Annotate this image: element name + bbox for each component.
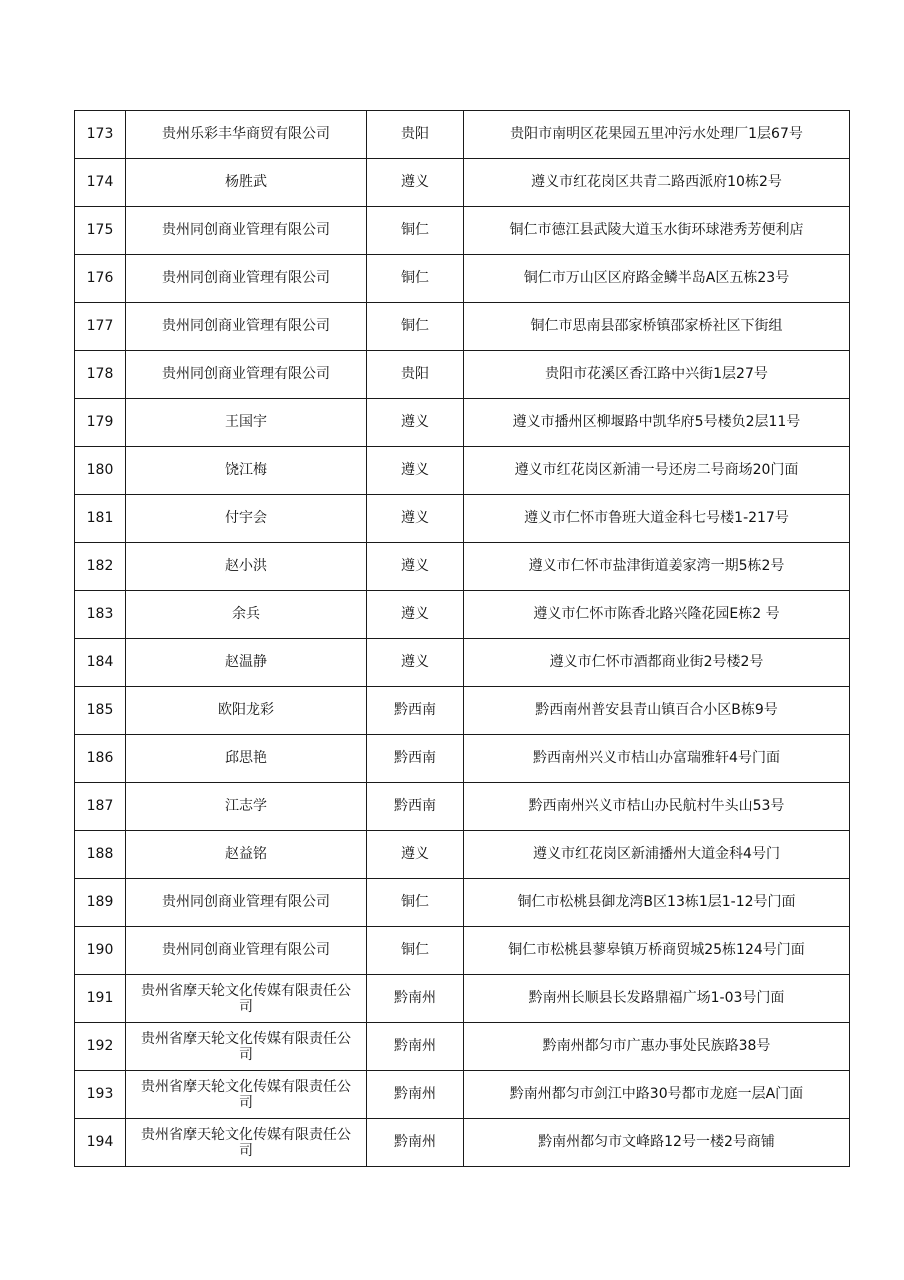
table-row	[75, 735, 850, 783]
outlet-city: 贵阳	[367, 111, 464, 159]
row-number: 184	[75, 639, 126, 687]
outlet-address: 遵义市播州区柳堰路中凯华府5号楼负2层11号	[464, 399, 850, 447]
outlet-city: 黔南州	[367, 1119, 464, 1167]
outlet-city: 铜仁	[367, 207, 464, 255]
table-row	[75, 1119, 850, 1167]
row-number: 191	[75, 975, 126, 1023]
outlet-address: 黔西南州兴义市桔山办民航村牛头山53号	[464, 783, 850, 831]
table-row	[75, 783, 850, 831]
outlet-address: 遵义市仁怀市鲁班大道金科七号楼1-217号	[464, 495, 850, 543]
outlet-owner: 邱思艳	[126, 735, 367, 783]
outlet-owner: 贵州同创商业管理有限公司	[126, 207, 367, 255]
row-number: 190	[75, 927, 126, 975]
table-row	[75, 591, 850, 639]
outlet-owner: 赵温静	[126, 639, 367, 687]
row-number: 186	[75, 735, 126, 783]
outlet-owner: 饶江梅	[126, 447, 367, 495]
row-number: 183	[75, 591, 126, 639]
table-row	[75, 399, 850, 447]
outlet-address: 遵义市红花岗区新浦一号还房二号商场20门面	[464, 447, 850, 495]
outlet-city: 黔西南	[367, 783, 464, 831]
outlet-address: 遵义市仁怀市酒都商业街2号楼2号	[464, 639, 850, 687]
outlet-owner: 付宇会	[126, 495, 367, 543]
outlet-address: 铜仁市松桃县御龙湾B区13栋1层1-12号门面	[464, 879, 850, 927]
table-row	[75, 495, 850, 543]
outlet-owner: 余兵	[126, 591, 367, 639]
outlet-city: 黔南州	[367, 1071, 464, 1119]
table-row	[75, 447, 850, 495]
outlet-address: 贵阳市花溪区香江路中兴街1层27号	[464, 351, 850, 399]
table-row	[75, 207, 850, 255]
outlet-city: 贵阳	[367, 351, 464, 399]
outlet-address: 遵义市红花岗区新浦播州大道金科4号门	[464, 831, 850, 879]
outlet-city: 遵义	[367, 831, 464, 879]
row-number: 185	[75, 687, 126, 735]
table-row	[75, 351, 850, 399]
outlet-address: 黔南州都匀市文峰路12号一楼2号商铺	[464, 1119, 850, 1167]
outlet-address: 遵义市仁怀市陈香北路兴隆花园E栋2 号	[464, 591, 850, 639]
outlet-city: 黔南州	[367, 1023, 464, 1071]
row-number: 188	[75, 831, 126, 879]
outlet-owner: 贵州省摩天轮文化传媒有限责任公司	[126, 975, 367, 1023]
outlet-owner: 贵州同创商业管理有限公司	[126, 927, 367, 975]
outlet-address: 铜仁市德江县武陵大道玉水街环球港秀芳便利店	[464, 207, 850, 255]
outlet-address: 黔南州长顺县长发路鼎福广场1-03号门面	[464, 975, 850, 1023]
outlet-city: 遵义	[367, 159, 464, 207]
row-number: 180	[75, 447, 126, 495]
row-number: 192	[75, 1023, 126, 1071]
row-number: 179	[75, 399, 126, 447]
table-row	[75, 687, 850, 735]
outlet-city: 黔西南	[367, 687, 464, 735]
outlet-owner: 贵州同创商业管理有限公司	[126, 879, 367, 927]
outlet-owner: 欧阳龙彩	[126, 687, 367, 735]
row-number: 181	[75, 495, 126, 543]
table-row	[75, 639, 850, 687]
row-number: 189	[75, 879, 126, 927]
row-number: 176	[75, 255, 126, 303]
table-row	[75, 303, 850, 351]
outlet-city: 铜仁	[367, 927, 464, 975]
outlet-address: 黔南州都匀市剑江中路30号都市龙庭一层A门面	[464, 1071, 850, 1119]
row-number: 194	[75, 1119, 126, 1167]
outlet-table-body	[75, 111, 850, 1167]
row-number: 187	[75, 783, 126, 831]
outlet-address: 黔南州都匀市广惠办事处民族路38号	[464, 1023, 850, 1071]
outlet-city: 黔南州	[367, 975, 464, 1023]
outlet-owner: 赵益铭	[126, 831, 367, 879]
outlet-owner: 贵州同创商业管理有限公司	[126, 255, 367, 303]
row-number: 177	[75, 303, 126, 351]
outlet-city: 铜仁	[367, 879, 464, 927]
row-number: 193	[75, 1071, 126, 1119]
outlet-address: 黔西南州兴义市桔山办富瑞雅轩4号门面	[464, 735, 850, 783]
outlet-city: 铜仁	[367, 255, 464, 303]
table-row	[75, 1023, 850, 1071]
outlet-address: 黔西南州普安县青山镇百合小区B栋9号	[464, 687, 850, 735]
table-row	[75, 255, 850, 303]
table-row	[75, 1071, 850, 1119]
outlet-owner: 江志学	[126, 783, 367, 831]
outlet-owner: 贵州省摩天轮文化传媒有限责任公司	[126, 1071, 367, 1119]
table-row	[75, 831, 850, 879]
outlet-address: 遵义市仁怀市盐津街道姜家湾一期5栋2号	[464, 543, 850, 591]
outlet-address: 铜仁市思南县邵家桥镇邵家桥社区下街组	[464, 303, 850, 351]
outlet-city: 遵义	[367, 639, 464, 687]
outlet-city: 遵义	[367, 543, 464, 591]
row-number: 173	[75, 111, 126, 159]
table-row	[75, 975, 850, 1023]
outlet-owner: 赵小洪	[126, 543, 367, 591]
table-row	[75, 879, 850, 927]
outlet-city: 遵义	[367, 591, 464, 639]
outlet-address: 遵义市红花岗区共青二路西派府10栋2号	[464, 159, 850, 207]
outlet-owner: 贵州同创商业管理有限公司	[126, 351, 367, 399]
row-number: 175	[75, 207, 126, 255]
row-number: 178	[75, 351, 126, 399]
outlet-address: 铜仁市万山区区府路金鳞半岛A区五栋23号	[464, 255, 850, 303]
outlet-city: 遵义	[367, 495, 464, 543]
row-number: 174	[75, 159, 126, 207]
outlet-table	[74, 110, 850, 1167]
table-row	[75, 111, 850, 159]
outlet-city: 遵义	[367, 399, 464, 447]
table-row	[75, 159, 850, 207]
outlet-city: 遵义	[367, 447, 464, 495]
outlet-owner: 贵州省摩天轮文化传媒有限责任公司	[126, 1119, 367, 1167]
outlet-address: 铜仁市松桃县蓼皋镇万桥商贸城25栋124号门面	[464, 927, 850, 975]
outlet-owner: 贵州乐彩丰华商贸有限公司	[126, 111, 367, 159]
outlet-city: 黔西南	[367, 735, 464, 783]
outlet-owner: 贵州省摩天轮文化传媒有限责任公司	[126, 1023, 367, 1071]
table-row	[75, 543, 850, 591]
outlet-owner: 杨胜武	[126, 159, 367, 207]
outlet-address: 贵阳市南明区花果园五里冲污水处理厂1层67号	[464, 111, 850, 159]
outlet-city: 铜仁	[367, 303, 464, 351]
row-number: 182	[75, 543, 126, 591]
table-row	[75, 927, 850, 975]
outlet-owner: 贵州同创商业管理有限公司	[126, 303, 367, 351]
outlet-owner: 王国宇	[126, 399, 367, 447]
